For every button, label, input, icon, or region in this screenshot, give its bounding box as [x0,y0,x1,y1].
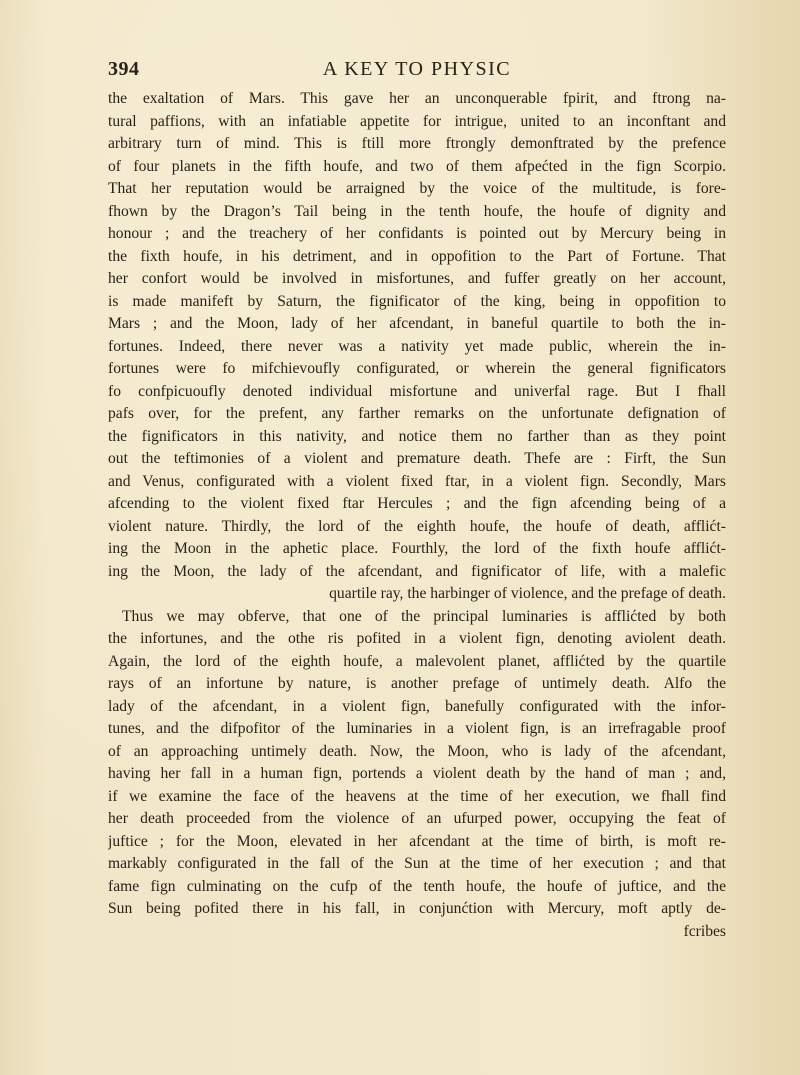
text-line: honour ; and the treachery of her confidants is pointed out by Mercury being in [108,225,726,242]
text-line: if we examine the face of the heavens at the time of her execution, we fhall find [108,787,726,805]
text-line: arbitrary turn of mind. This is ftill more ftrongly demonftrated by the prefence [108,135,726,152]
text-line: fhown by the Dragon’s Tail being in the tenth houfe, the houfe of dignity and [108,202,726,220]
text-line: is made manifeft by Saturn, the fignificator of the king, being in oppofition to [108,292,726,310]
text-line: her confort would be involved in misfortunes, and fuffer greatly on her account, [108,270,726,287]
text-line: the infortunes, and the othe ris pofited in a violent fign, denoting aviolent death. [108,630,726,647]
text-line: fo confpicuoufly denoted individual misfortune and univerfal rage. But I fhall [108,382,726,400]
text-line: of four planets in the fifth houfe, and two of them afpećted in the fign Scorpio. [108,157,726,175]
text-line: Thus we may obferve, that one of the principal luminaries is afflićted by both [122,607,726,625]
text-line: Mars ; and the Moon, lady of her afcendant, in baneful quartile to both the in- [108,315,726,332]
running-head: A KEY TO PHYSIC [322,58,512,80]
text-line: Again, the lord of the eighth houfe, a malevolent planet, afflićted by the quartile [108,652,726,670]
text-line: of an approaching untimely death. Now, the Moon, who is lady of the afcendant, [108,742,726,760]
text-line: the exaltation of Mars. This gave her an unconquerable fpirit, and ftrong na- [108,90,726,107]
body-text [108,88,726,943]
text-line: fortunes. Indeed, there never was a nativity yet made public, wherein the in- [108,337,726,355]
text-line: ing the Moon, the lady of the afcendant, and fignificator of life, with a malefic [108,562,726,580]
text-line: fortunes were fo mifchievoufly configurated, or wherein the general fignificators [108,360,726,377]
text-line: the fixth houfe, in his detriment, and in oppofition to the Part of Fortune. That [108,247,726,265]
text-line: lady of the afcendant, in a violent fign, banefully configurated with the infor- [108,697,726,715]
text-line: That her reputation would be arraigned by the voice of the multitude, is fore- [108,180,726,197]
text-line: out the teftimonies of a violent and premature death. Thefe are : Firft, the Sun [108,450,726,467]
text-line: and Venus, configurated with a violent fixed ftar, in a violent fign. Secondly, Mars [108,472,726,490]
text-line: markably configurated in the fall of the Sun at the time of her execution ; and that [108,855,726,872]
text-line: juftice ; for the Moon, elevated in her afcendant at the time of birth, is moft re- [108,832,726,850]
page-number: 394 [108,58,140,80]
text-line: fcribes [683,922,726,940]
text-line: rays of an infortune by nature, is another prefage of untimely death. Alfo the [108,675,726,692]
text-line: ing the Moon in the aphetic place. Fourthly, the lord of the fixth houfe afflićt- [108,540,726,557]
text-line: pafs over, for the prefent, any farther remarks on the unfortunate defignation of [108,405,726,422]
text-line: her death proceeded from the violence of an ufurped power, occupying the feat of [108,810,726,827]
text-line: fame fign culminating on the cufp of the tenth houfe, the houfe of juftice, and the [108,877,726,895]
text-line: quartile ray, the harbinger of violence, and the prefage of death. [329,585,726,602]
text-line: Sun being pofited there in his fall, in conjunćtion with Mercury, moft aptly de- [108,900,726,917]
text-line: the fignificators in this nativity, and notice them no farther than as they point [108,427,726,445]
text-line: tural paffions, with an infatiable appetite for intrigue, united to an inconftant and [108,112,726,130]
page-header [108,58,726,84]
text-line: afcending to the violent fixed ftar Hercules ; and the fign afcending being of a [108,495,726,512]
text-line: tunes, and the difpofitor of the luminaries in a violent fign, is an irrefragable proof [108,720,726,737]
text-line: violent nature. Thirdly, the lord of the eighth houfe, the houfe of death, afflićt- [108,517,726,535]
text-line: having her fall in a human fign, portends a violent death by the hand of man ; and, [108,765,726,782]
